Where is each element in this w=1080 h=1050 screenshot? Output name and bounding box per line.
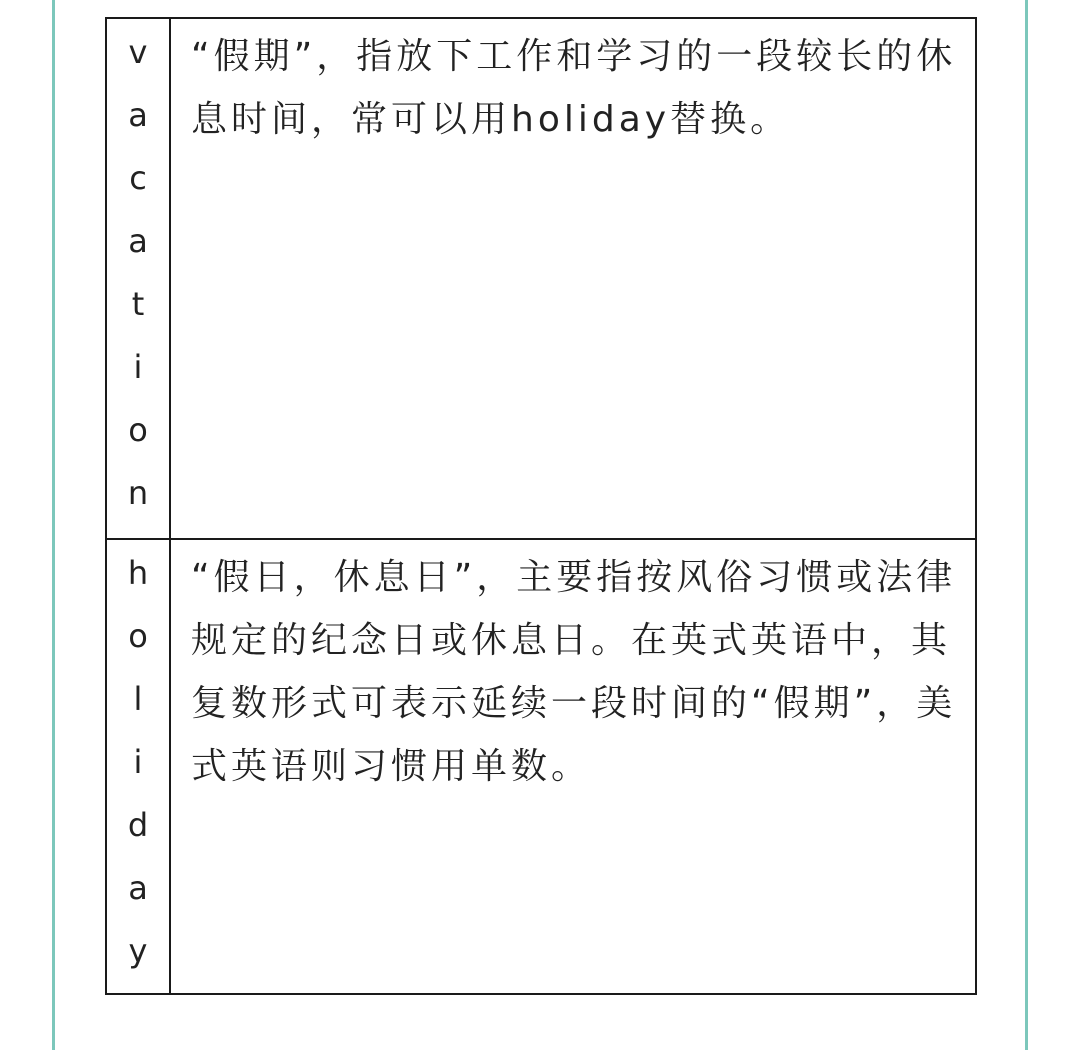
word-letter: n: [127, 474, 149, 512]
word-letter: l: [133, 680, 143, 718]
definition-cell-vacation: [170, 18, 976, 539]
word-letter: h: [127, 554, 149, 592]
word-cell-vacation: [106, 18, 170, 539]
word-letter: t: [131, 285, 145, 323]
word-letter: o: [128, 411, 148, 449]
vertical-word-vacation: [107, 19, 169, 525]
vocabulary-comparison-table: [105, 17, 977, 995]
word-letter: i: [133, 743, 143, 781]
word-letter: a: [128, 869, 148, 907]
definition-text: “假日，休息日”，主要指按风俗习惯或法律规定的纪念日或休息日。在英式英语中，其复数形式可表示延续一段时间的“假期”，美式英语则习惯用单数。: [191, 557, 957, 787]
vertical-word-holiday: [107, 540, 169, 983]
definition-cell-holiday: [170, 539, 976, 994]
word-letter: v: [128, 33, 148, 71]
word-letter: i: [133, 348, 143, 386]
word-letter: y: [128, 932, 148, 970]
word-letter: c: [129, 159, 147, 197]
word-letter: a: [128, 222, 148, 260]
table-row: [106, 18, 976, 539]
word-letter: o: [128, 617, 148, 655]
definition-text: “假期”，指放下工作和学习的一段较长的休息时间，常可以用holiday替换。: [191, 36, 957, 140]
table-row: [106, 539, 976, 994]
word-letter: a: [128, 96, 148, 134]
word-cell-holiday: [106, 539, 170, 994]
word-letter: d: [127, 806, 149, 844]
